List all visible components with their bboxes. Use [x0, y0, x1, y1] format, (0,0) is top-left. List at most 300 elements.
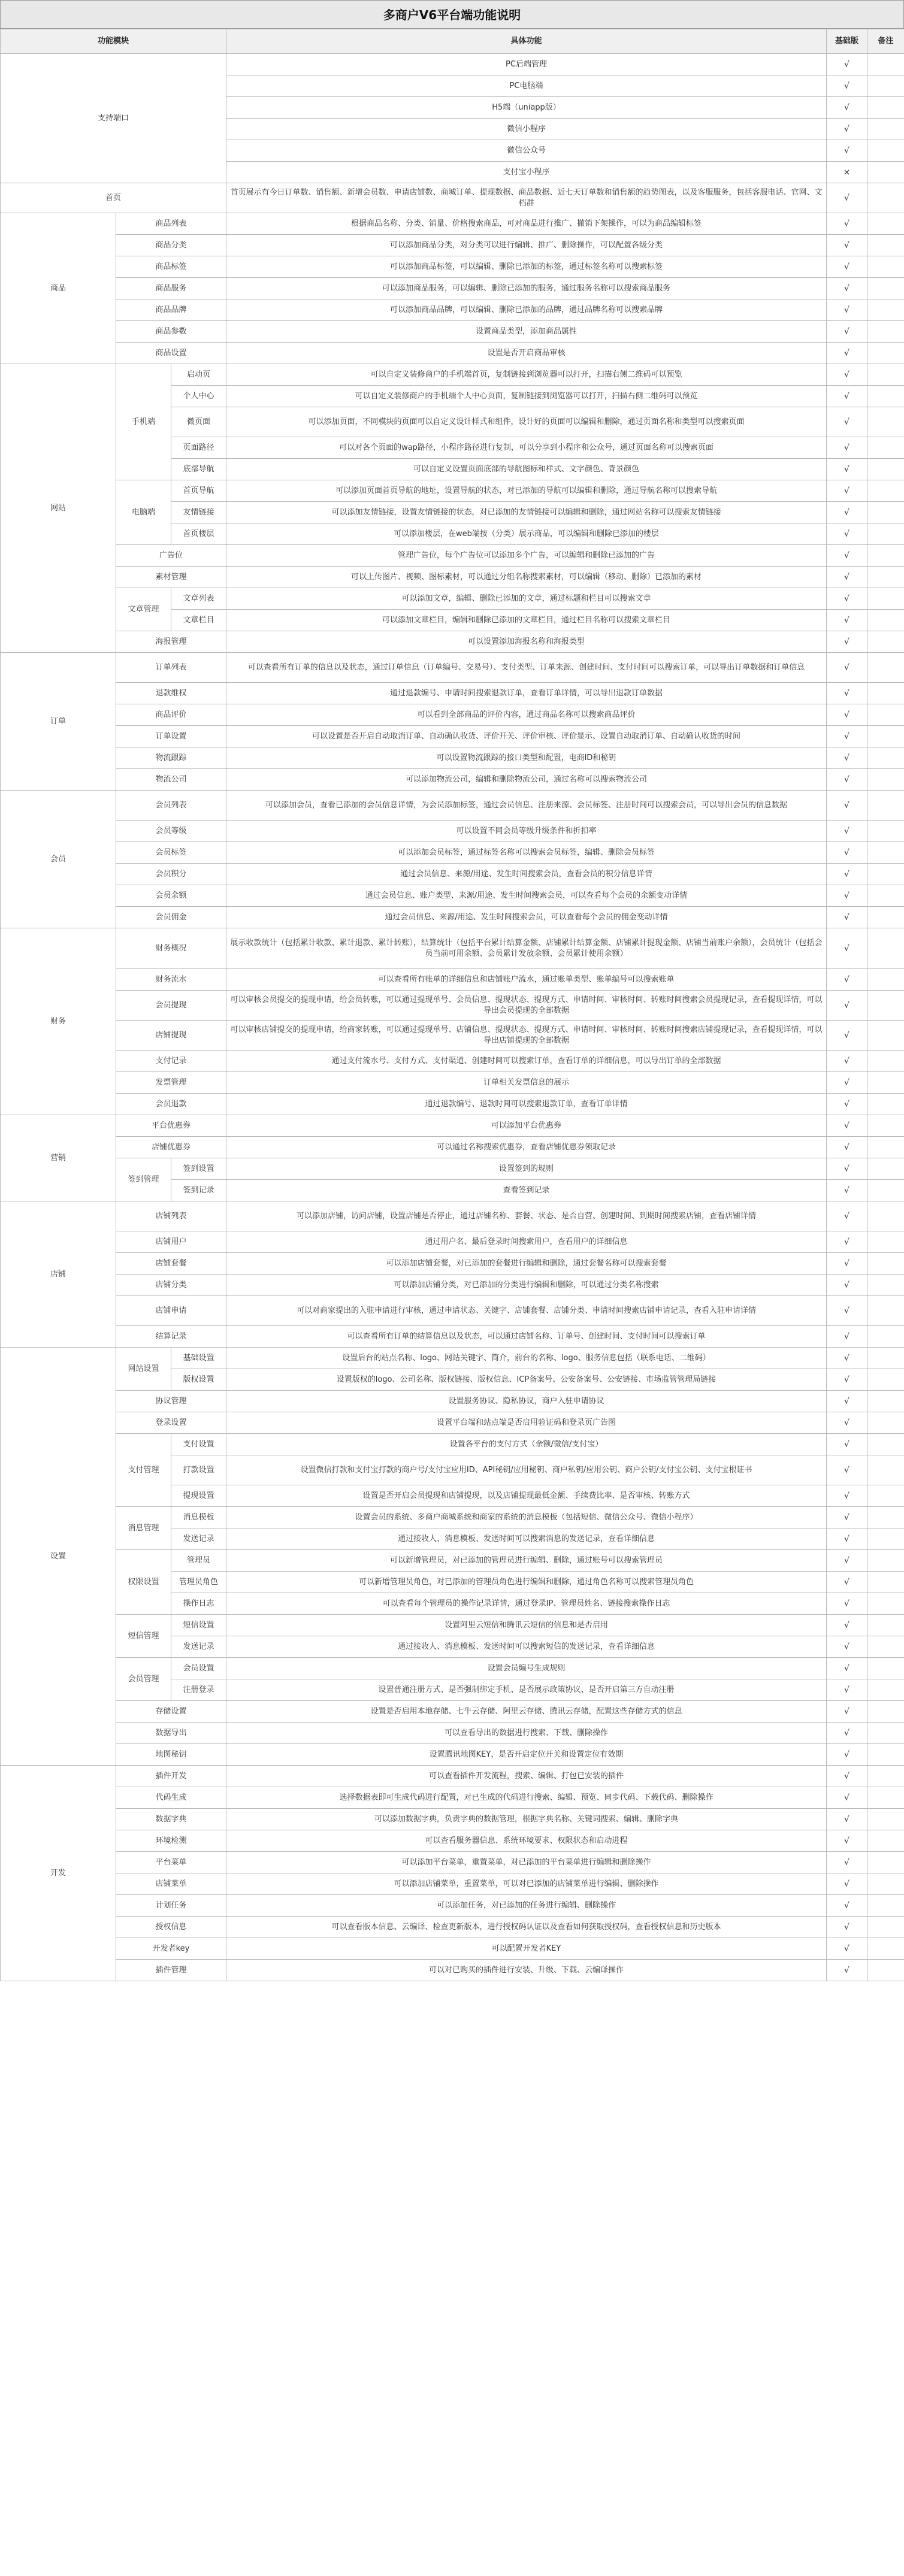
remark-cell: [867, 1615, 904, 1636]
base-version-mark: √: [827, 321, 867, 343]
remark-cell: [867, 928, 904, 969]
base-version-mark: √: [827, 1701, 867, 1723]
submodule-cell: 平台优惠券: [116, 1115, 226, 1137]
header-base: 基础版: [827, 29, 867, 54]
remark-cell: [867, 1658, 904, 1679]
remark-cell: [867, 1852, 904, 1873]
feature-description-cell: 可以添加店铺，访问店铺，设置店铺是否停止，通过店铺名称、套餐、状态、是否自营、创建时间、到期时间搜索店铺，查看店铺详情: [226, 1201, 827, 1231]
feature-description-cell: 可以查看服务器信息、系统环境要求、权限状态和启动进程: [226, 1830, 827, 1852]
table-row: [1, 545, 904, 567]
submodule-cell: 店铺分类: [116, 1275, 226, 1296]
table-row: [1, 1072, 904, 1094]
table-row: [1, 1917, 904, 1938]
subsection-cell: 发送记录: [171, 1528, 226, 1550]
base-version-mark: √: [827, 364, 867, 386]
table-row: [1, 1830, 904, 1852]
feature-description-cell: 微信公众号: [226, 140, 827, 162]
submodule-cell: 广告位: [116, 545, 226, 567]
page-title: 多商户V6平台端功能说明: [0, 0, 904, 29]
base-version-mark: √: [827, 1275, 867, 1296]
base-version-mark: √: [827, 1412, 867, 1434]
table-row: [1, 1873, 904, 1895]
table-row: [1, 1115, 904, 1137]
feature-description-cell: 可以查看每个管理员的操作记录详情，通过登录IP、管理员姓名、链接搜索操作日志: [226, 1593, 827, 1615]
remark-cell: [867, 183, 904, 213]
table-row: [1, 1723, 904, 1744]
feature-description-cell: 可以添加页面，不同模块的页面可以自定义设计样式和组件，设计好的页面可以编辑和删除，通过页面名称和类型可以搜索页面: [226, 407, 827, 437]
base-version-mark: √: [827, 75, 867, 97]
remark-cell: [867, 653, 904, 683]
module-name-cell: 支持端口: [1, 54, 226, 183]
remark-cell: [867, 610, 904, 631]
remark-cell: [867, 140, 904, 162]
remark-cell: [867, 1701, 904, 1723]
submodule-cell: 代码生成: [116, 1787, 226, 1809]
feature-description-cell: 可以添加会员，查看已添加的会员信息详情，为会员添加标签，通过会员信息、注册来源、会员标签、注册时间可以搜索会员，可以导出会员的信息数据: [226, 791, 827, 821]
base-version-mark: √: [827, 885, 867, 907]
feature-description-cell: 可以上传图片、视频、图标素材，可以通过分组名称搜索素材，可以编辑（移动、删除）已添加的素材: [226, 567, 827, 588]
base-version-mark: √: [827, 1917, 867, 1938]
remark-cell: [867, 480, 904, 502]
table-row: [1, 726, 904, 747]
remark-cell: [867, 907, 904, 928]
module-name-cell: 开发: [1, 1766, 116, 1981]
base-version-mark: √: [827, 1593, 867, 1615]
feature-description-cell: 可以添加楼层，在web端按（分类）展示商品，可以编辑和删除已添加的楼层: [226, 523, 827, 545]
table-row: [1, 791, 904, 821]
feature-description-cell: 可以添加店铺套餐，对已添加的套餐进行编辑和删除，通过套餐名称可以搜索套餐: [226, 1253, 827, 1275]
submodule-cell: 签到管理: [116, 1158, 171, 1201]
base-version-mark: √: [827, 1723, 867, 1744]
remark-cell: [867, 213, 904, 235]
submodule-cell: 店铺列表: [116, 1201, 226, 1231]
feature-description-cell: 可以添加任务，对已添加的任务进行编辑、删除操作: [226, 1895, 827, 1917]
table-row: [1, 842, 904, 864]
table-row: [1, 1275, 904, 1296]
subsection-cell: 签到记录: [171, 1180, 226, 1201]
header-remark: 备注: [867, 29, 904, 54]
table-row: [1, 235, 904, 256]
subsection-cell: 首页导航: [171, 480, 226, 502]
submodule-cell: 会员积分: [116, 864, 226, 885]
submodule-cell: 商品评价: [116, 704, 226, 726]
submodule-cell: 支付管理: [116, 1434, 171, 1507]
remark-cell: [867, 991, 904, 1021]
submodule-cell: 数据字典: [116, 1809, 226, 1830]
table-row: [1, 343, 904, 364]
base-version-mark: √: [827, 1296, 867, 1326]
submodule-cell: 插件开发: [116, 1766, 226, 1787]
base-version-mark: √: [827, 386, 867, 407]
base-version-mark: √: [827, 1852, 867, 1873]
submodule-cell: 素材管理: [116, 567, 226, 588]
remark-cell: [867, 54, 904, 75]
table-row: [1, 1158, 904, 1180]
module-name-cell: 财务: [1, 928, 116, 1115]
table-row: [1, 1960, 904, 1981]
remark-cell: [867, 321, 904, 343]
remark-cell: [867, 523, 904, 545]
submodule-cell: 发票管理: [116, 1072, 226, 1094]
feature-description-cell: 选择数据表即可生成代码进行配置，对已生成的代码进行搜索、编辑、预览、同步代码、下载代码、删除操作: [226, 1787, 827, 1809]
table-row: [1, 480, 904, 502]
remark-cell: [867, 1201, 904, 1231]
subsection-cell: 启动页: [171, 364, 226, 386]
remark-cell: [867, 1072, 904, 1094]
table-row: [1, 769, 904, 791]
subsection-cell: 文章列表: [171, 588, 226, 610]
feature-description-cell: 可以添加友情链接，设置友情链接的状态，对已添加的友情链接可以编辑和删除，通过网站名称可以搜索友情链接: [226, 502, 827, 523]
feature-description-cell: 支付宝小程序: [226, 162, 827, 183]
submodule-cell: 文章管理: [116, 588, 171, 631]
feature-description-cell: 可以添加数据字典，负责字典的数据管理，根据字典名称、关键词搜索、编辑、删除字典: [226, 1809, 827, 1830]
base-version-mark: √: [827, 278, 867, 299]
submodule-cell: 短信管理: [116, 1615, 171, 1658]
table-row: [1, 1895, 904, 1917]
submodule-cell: 订单列表: [116, 653, 226, 683]
feature-description-cell: 管理广告位，每个广告位可以添加多个广告，可以编辑和删除已添加的广告: [226, 545, 827, 567]
base-version-mark: √: [827, 1231, 867, 1253]
feature-description-cell: 设置会员编号生成规则: [226, 1658, 827, 1679]
feature-description-cell: 通过会员信息、账户类型、来源/用途、发生时间搜索会员，可以查看每个会员的余额变动详情: [226, 885, 827, 907]
submodule-cell: 店铺优惠券: [116, 1137, 226, 1158]
subsection-cell: 版权设置: [171, 1369, 226, 1391]
remark-cell: [867, 75, 904, 97]
base-version-mark: √: [827, 1201, 867, 1231]
base-version-mark: √: [827, 523, 867, 545]
module-name-cell: 网站: [1, 364, 116, 653]
remark-cell: [867, 299, 904, 321]
feature-description-cell: 可以设置不同会员等级升级条件和折扣率: [226, 821, 827, 842]
remark-cell: [867, 1830, 904, 1852]
table-row: [1, 821, 904, 842]
submodule-cell: 开发者key: [116, 1938, 226, 1960]
feature-description-cell: 设置签到的规则: [226, 1158, 827, 1180]
feature-description-cell: 可以添加物流公司，编辑和删除物流公司，通过名称可以搜索物流公司: [226, 769, 827, 791]
table-row: [1, 1094, 904, 1115]
submodule-cell: 商品品牌: [116, 299, 226, 321]
submodule-cell: 商品参数: [116, 321, 226, 343]
base-version-mark: √: [827, 1434, 867, 1455]
table-row: [1, 299, 904, 321]
base-version-mark: √: [827, 1830, 867, 1852]
remark-cell: [867, 1873, 904, 1895]
base-version-mark: √: [827, 1873, 867, 1895]
feature-description-cell: 设置会员的系统、多商户商城系统和商家的系统的消息模板（包括短信、微信公众号、微信小程序）: [226, 1507, 827, 1528]
feature-description-cell: PC电脑端: [226, 75, 827, 97]
submodule-cell: 会员退款: [116, 1094, 226, 1115]
feature-description-cell: 展示收款统计（包括累计收款、累计退款、累计转账），结算统计（包括平台累计结算金额、店铺累计结算金额、店铺累计提现金额、店铺当前账户余额），会员统计（包括会员当前可用余额、会员累计发放余额、会员累计使用余额）: [226, 928, 827, 969]
feature-description-cell: 可以通过名称搜索优惠券，查看店铺优惠券领取记录: [226, 1137, 827, 1158]
remark-cell: [867, 386, 904, 407]
remark-cell: [867, 791, 904, 821]
remark-cell: [867, 1917, 904, 1938]
base-version-mark: √: [827, 502, 867, 523]
table-header-row: [1, 29, 904, 54]
remark-cell: [867, 1051, 904, 1072]
header-module: 功能模块: [1, 29, 226, 54]
subsection-cell: 个人中心: [171, 386, 226, 407]
base-version-mark: √: [827, 459, 867, 480]
remark-cell: [867, 588, 904, 610]
remark-cell: [867, 1485, 904, 1507]
feature-description-cell: 可以查看插件开发流程，搜索、编辑、打包已安装的插件: [226, 1766, 827, 1787]
submodule-cell: 店铺用户: [116, 1231, 226, 1253]
feature-description-cell: 可以自定义装修商户的手机端个人中心页面，复制链接到浏览器可以打开，扫描右侧二维码可以预览: [226, 386, 827, 407]
feature-description-cell: 可以查看所有订单的结算信息以及状态，可以通过店铺名称、订单号、创建时间、支付时间可以搜索订单: [226, 1326, 827, 1348]
remark-cell: [867, 864, 904, 885]
base-version-mark: √: [827, 1787, 867, 1809]
module-name-cell: 订单: [1, 653, 116, 791]
submodule-cell: 环境检测: [116, 1830, 226, 1852]
feature-description-cell: 通过接收人、消息模板、发送时间可以搜索短信的发送记录，查看详细信息: [226, 1636, 827, 1658]
feature-description-cell: 可以对各个页面的wap路径，小程序路径进行复制，可以分享到小程序和公众号，通过页面名称可以搜索页面: [226, 437, 827, 459]
remark-cell: [867, 1787, 904, 1809]
base-version-mark: √: [827, 1615, 867, 1636]
feature-description-cell: 可以添加商品服务，可以编辑、删除已添加的服务，通过服务名称可以搜索商品服务: [226, 278, 827, 299]
remark-cell: [867, 726, 904, 747]
table-row: [1, 928, 904, 969]
remark-cell: [867, 631, 904, 653]
remark-cell: [867, 704, 904, 726]
feature-description-cell: 通过会员信息、来源/用途、发生时间搜索会员，查看会员的积分信息详情: [226, 864, 827, 885]
feature-description-cell: 设置是否开启商品审核: [226, 343, 827, 364]
module-name-cell: 会员: [1, 791, 116, 928]
submodule-cell: 商品设置: [116, 343, 226, 364]
feature-description-cell: 可以查看所有订单的信息以及状态，通过订单信息（订单编号、交易号）、支付类型、订单来源、创建时间、支付时间可以搜索订单，可以导出订单数据和订单信息: [226, 653, 827, 683]
remark-cell: [867, 1231, 904, 1253]
subsection-cell: 管理员角色: [171, 1572, 226, 1593]
table-row: [1, 864, 904, 885]
feature-description-cell: 可以自定义设置页面底部的导航图标和样式、文字颜色、背景颜色: [226, 459, 827, 480]
remark-cell: [867, 1275, 904, 1296]
remark-cell: [867, 1348, 904, 1369]
table-row: [1, 1938, 904, 1960]
base-version-mark: √: [827, 437, 867, 459]
base-version-mark: √: [827, 1369, 867, 1391]
submodule-cell: 商品分类: [116, 235, 226, 256]
feature-description-cell: 设置阿里云短信和腾讯云短信的信息和是否启用: [226, 1615, 827, 1636]
feature-description-cell: 可以审核店铺提交的提现申请，给商家转账，可以通过提现单号、店铺信息、提现状态、提现方式、申请时间、审核时间、转账时间搜索店铺提现记录，查看提现详情，可以导出店铺提现的全部数据: [226, 1021, 827, 1051]
table-body: [1, 54, 904, 1981]
base-version-mark: √: [827, 747, 867, 769]
table-row: [1, 1348, 904, 1369]
subsection-cell: 页面路径: [171, 437, 226, 459]
module-name-cell: 营销: [1, 1115, 116, 1201]
table-row: [1, 1701, 904, 1723]
remark-cell: [867, 1455, 904, 1485]
feature-description-cell: 通过接收人、消息模板、发送时间可以搜索消息的发送记录，查看详细信息: [226, 1528, 827, 1550]
submodule-cell: 登录设置: [116, 1412, 226, 1434]
submodule-cell: 计划任务: [116, 1895, 226, 1917]
base-version-mark: √: [827, 1326, 867, 1348]
submodule-cell: 授权信息: [116, 1917, 226, 1938]
feature-description-cell: 微信小程序: [226, 119, 827, 140]
base-version-mark: √: [827, 1809, 867, 1830]
table-row: [1, 1550, 904, 1572]
submodule-cell: 商品列表: [116, 213, 226, 235]
submodule-cell: 平台菜单: [116, 1852, 226, 1873]
feature-description-cell: 查看签到记录: [226, 1180, 827, 1201]
feature-description-cell: 可以添加文章栏目，编辑和删除已添加的文章栏目，通过栏目名称可以搜索文章栏目: [226, 610, 827, 631]
submodule-cell: 协议管理: [116, 1391, 226, 1412]
remark-cell: [867, 1572, 904, 1593]
remark-cell: [867, 1938, 904, 1960]
feature-description-cell: 可以配置开发者KEY: [226, 1938, 827, 1960]
remark-cell: [867, 1766, 904, 1787]
table-row: [1, 1852, 904, 1873]
feature-description-cell: 可以添加商品分类，对分类可以进行编辑、推广、删除操作，可以配置各级分类: [226, 235, 827, 256]
remark-cell: [867, 1593, 904, 1615]
submodule-cell: 数据导出: [116, 1723, 226, 1744]
submodule-cell: 电脑端: [116, 480, 171, 545]
feature-description-cell: 可以添加会员标签，通过标签名称可以搜索会员标签，编辑、删除会员标签: [226, 842, 827, 864]
base-version-mark: √: [827, 1253, 867, 1275]
remark-cell: [867, 1507, 904, 1528]
feature-description-cell: 通过支付流水号、支付方式、支付渠道、创建时间可以搜索订单，查看订单的详细信息，可以导出订单的全部数据: [226, 1051, 827, 1072]
feature-description-cell: 通过退款编号、退款时间可以搜索退款订单，查看订单详情: [226, 1094, 827, 1115]
submodule-cell: 网站设置: [116, 1348, 171, 1391]
submodule-cell: 海报管理: [116, 631, 226, 653]
submodule-cell: 存储设置: [116, 1701, 226, 1723]
feature-description-cell: 可以查看所有账单的详细信息和店铺账户流水，通过账单类型、账单编号可以搜索账单: [226, 969, 827, 991]
remark-cell: [867, 1296, 904, 1326]
feature-description-cell: 设置是否开启会员提现和店铺提现，以及店铺提现最低金额、手续费比率、是否审核、转账方式: [226, 1485, 827, 1507]
remark-cell: [867, 1180, 904, 1201]
feature-description-cell: 设置是否启用本地存储、七牛云存储、阿里云存储、腾讯云存储，配置这些存储方式的信息: [226, 1701, 827, 1723]
submodule-cell: 会员管理: [116, 1658, 171, 1701]
table-row: [1, 704, 904, 726]
base-version-mark: √: [827, 1391, 867, 1412]
table-row: [1, 278, 904, 299]
base-version-mark: √: [827, 97, 867, 119]
base-version-mark: √: [827, 567, 867, 588]
feature-description-cell: H5端（uniapp版）: [226, 97, 827, 119]
table-row: [1, 1744, 904, 1766]
subsection-cell: 基础设置: [171, 1348, 226, 1369]
table-row: [1, 54, 904, 75]
base-version-mark: √: [827, 1180, 867, 1201]
remark-cell: [867, 1679, 904, 1701]
remark-cell: [867, 1434, 904, 1455]
table-row: [1, 1809, 904, 1830]
remark-cell: [867, 256, 904, 278]
feature-description-cell: 可以看到全部商品的评价内容，通过商品名称可以搜索商品评价: [226, 704, 827, 726]
feature-description-cell: 订单相关发票信息的展示: [226, 1072, 827, 1094]
base-version-mark: √: [827, 821, 867, 842]
base-version-mark: √: [827, 791, 867, 821]
feature-description-cell: 设置普通注册方式、是否强制绑定手机、是否展示政策协议、是否开启第三方自动注册: [226, 1679, 827, 1701]
table-row: [1, 683, 904, 704]
subsection-cell: 友情链接: [171, 502, 226, 523]
feature-description-cell: 设置平台端和站点端是否启用验证码和登录页广告图: [226, 1412, 827, 1434]
base-version-mark: √: [827, 1072, 867, 1094]
feature-description-cell: 设置版权的logo、公司名称、版权链接、版权信息、ICP备案号、公安备案号、公安链接、市场监管管理局链接: [226, 1369, 827, 1391]
subsection-cell: 底部导航: [171, 459, 226, 480]
table-row: [1, 1253, 904, 1275]
table-row: [1, 183, 904, 213]
remark-cell: [867, 1094, 904, 1115]
base-version-mark: √: [827, 1550, 867, 1572]
base-version-mark: √: [827, 928, 867, 969]
base-version-mark: √: [827, 1679, 867, 1701]
base-version-mark: √: [827, 343, 867, 364]
feature-description-cell: 可以设置是否开启自动取消订单、自动确认收货、评价开关、评价审核、评价显示、设置自动取消订单、自动确认收货的时间: [226, 726, 827, 747]
submodule-cell: 会员列表: [116, 791, 226, 821]
table-row: [1, 991, 904, 1021]
base-version-mark: √: [827, 256, 867, 278]
remark-cell: [867, 162, 904, 183]
base-version-mark: √: [827, 1158, 867, 1180]
base-version-mark: √: [827, 588, 867, 610]
remark-cell: [867, 343, 904, 364]
base-version-mark: √: [827, 1528, 867, 1550]
table-row: [1, 1507, 904, 1528]
remark-cell: [867, 683, 904, 704]
remark-cell: [867, 1326, 904, 1348]
remark-cell: [867, 1412, 904, 1434]
table-row: [1, 747, 904, 769]
submodule-cell: 店铺申请: [116, 1296, 226, 1326]
base-version-mark: √: [827, 631, 867, 653]
remark-cell: [867, 1895, 904, 1917]
table-row: [1, 885, 904, 907]
remark-cell: [867, 119, 904, 140]
base-version-mark: √: [827, 1658, 867, 1679]
remark-cell: [867, 821, 904, 842]
feature-description-cell: 可以查看导出的数据进行搜索、下载、删除操作: [226, 1723, 827, 1744]
table-row: [1, 1296, 904, 1326]
base-version-mark: √: [827, 407, 867, 437]
remark-cell: [867, 1744, 904, 1766]
submodule-cell: 订单设置: [116, 726, 226, 747]
feature-description-cell: 根据商品名称、分类、销量、价格搜索商品，可对商品进行推广、撤销下架操作，可以为商品编辑标签: [226, 213, 827, 235]
subsection-cell: 操作日志: [171, 1593, 226, 1615]
base-version-mark: √: [827, 54, 867, 75]
feature-description-cell: 首页展示有今日订单数、销售额、新增会员数、申请店铺数、商城订单、提现数据、商品数据、近七天订单数和销售额的趋势图表，以及客服服务，包括客服电话、官网、文档群: [226, 183, 827, 213]
feature-description-cell: 可以添加平台优惠券: [226, 1115, 827, 1137]
submodule-cell: 结算记录: [116, 1326, 226, 1348]
remark-cell: [867, 885, 904, 907]
base-version-mark: √: [827, 1094, 867, 1115]
base-version-mark: √: [827, 1137, 867, 1158]
base-version-mark: √: [827, 969, 867, 991]
table-row: [1, 969, 904, 991]
feature-description-cell: 可以添加平台菜单，重置菜单，对已添加的平台菜单进行编辑和删除操作: [226, 1852, 827, 1873]
remark-cell: [867, 1636, 904, 1658]
remark-cell: [867, 1723, 904, 1744]
remark-cell: [867, 1021, 904, 1051]
remark-cell: [867, 235, 904, 256]
remark-cell: [867, 842, 904, 864]
remark-cell: [867, 1391, 904, 1412]
table-row: [1, 907, 904, 928]
submodule-cell: 财务概况: [116, 928, 226, 969]
subsection-cell: 消息模板: [171, 1507, 226, 1528]
submodule-cell: 会员佣金: [116, 907, 226, 928]
feature-description-cell: 可以查看版本信息、云编译、检查更新版本，进行授权码认证以及查看如何获取授权码，查看授权信息和历史版本: [226, 1917, 827, 1938]
feature-description-cell: 设置服务协议、隐私协议，商户入驻申请协议: [226, 1391, 827, 1412]
table-row: [1, 1766, 904, 1787]
remark-cell: [867, 769, 904, 791]
feature-description-cell: 可以添加店铺菜单，重置菜单，可以对已添加的店铺菜单进行编辑、删除操作: [226, 1873, 827, 1895]
table-row: [1, 1787, 904, 1809]
remark-cell: [867, 1369, 904, 1391]
table-row: [1, 1391, 904, 1412]
subsection-cell: 首页楼层: [171, 523, 226, 545]
remark-cell: [867, 502, 904, 523]
feature-description-cell: 可以设置物流跟踪的接口类型和配置，电商ID和秘钥: [226, 747, 827, 769]
